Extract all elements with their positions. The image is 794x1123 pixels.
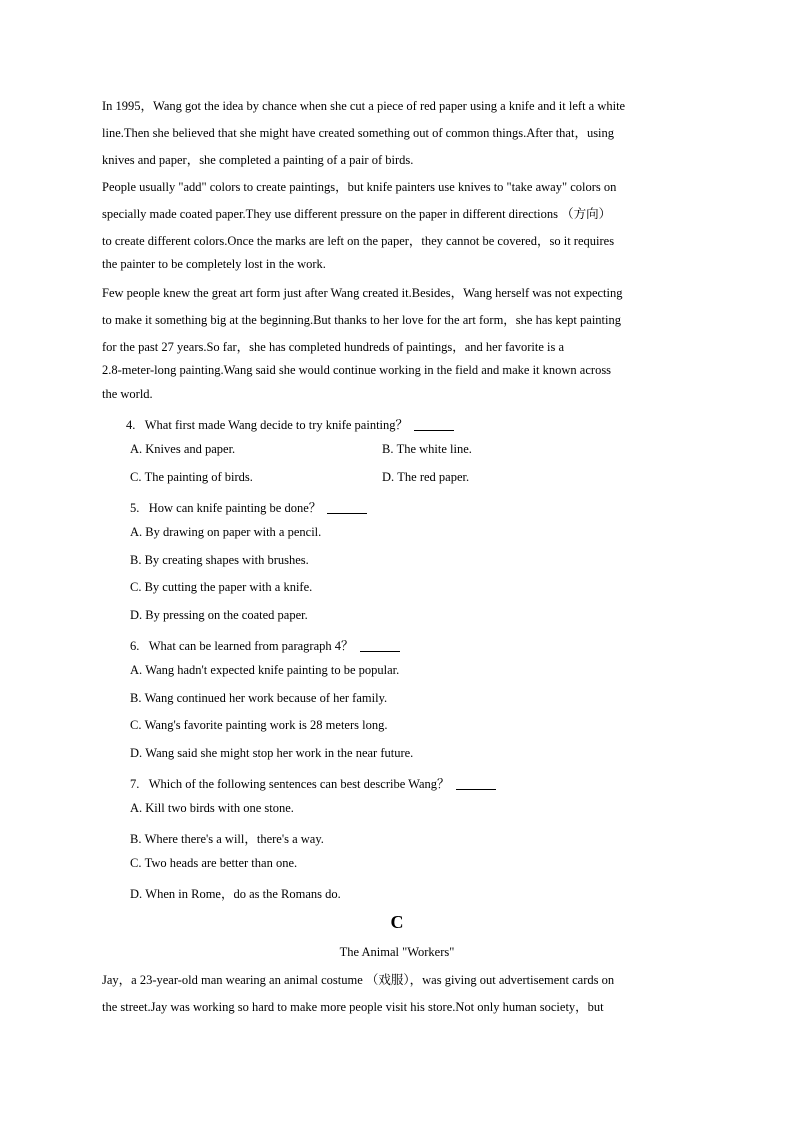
option-letter: A. bbox=[130, 663, 143, 677]
option[interactable] bbox=[130, 442, 235, 457]
question-5 bbox=[130, 498, 367, 516]
option[interactable] bbox=[130, 608, 308, 623]
option-letter: D. bbox=[382, 470, 395, 484]
option[interactable] bbox=[130, 856, 297, 871]
option[interactable] bbox=[130, 553, 309, 568]
option[interactable] bbox=[130, 884, 341, 902]
option[interactable] bbox=[130, 718, 387, 733]
option-letter: A. bbox=[130, 442, 143, 456]
option-text: When in Rome，do as the Romans do. bbox=[145, 887, 341, 901]
passage-line: the painter to be completely lost in the work. bbox=[102, 257, 326, 271]
passage-line: to make it something big at the beginning.But thanks to her love for the art form，she has kept painting bbox=[102, 313, 621, 327]
section-title: The Animal "Workers" bbox=[339, 945, 455, 959]
answer-blank[interactable] bbox=[414, 418, 454, 431]
option-letter: A. bbox=[130, 525, 143, 539]
option-letter: A. bbox=[130, 801, 143, 815]
option[interactable] bbox=[130, 525, 321, 540]
option-text: Kill two birds with one stone. bbox=[145, 801, 294, 815]
option-letter: B. bbox=[130, 553, 142, 567]
option-letter: D. bbox=[130, 608, 143, 622]
option-text: By creating shapes with brushes. bbox=[144, 553, 309, 567]
option-letter: D. bbox=[130, 887, 143, 901]
option-text: Wang said she might stop her work in the near future. bbox=[145, 746, 414, 760]
option[interactable] bbox=[130, 801, 294, 816]
answer-blank[interactable] bbox=[327, 501, 367, 514]
option-letter: C. bbox=[130, 718, 142, 732]
option-letter: C. bbox=[130, 856, 142, 870]
passage-line: Jay，a 23-year-old man wearing an animal costume （戏服），was giving out advertisement cards on bbox=[102, 973, 615, 987]
passage-line: People usually "add" colors to create paintings，but knife painters use knives to "take away" colors on bbox=[102, 180, 617, 194]
option-text: By pressing on the coated paper. bbox=[145, 608, 308, 622]
passage-line: Few people knew the great art form just after Wang created it.Besides，Wang herself was not expecting bbox=[102, 286, 623, 300]
passage-line: line.Then she believed that she might have created something out of common things.After that，using bbox=[102, 126, 615, 140]
answer-blank[interactable] bbox=[360, 639, 400, 652]
question-number: 4. bbox=[126, 418, 136, 432]
question-text: How can knife painting be done？ bbox=[148, 501, 322, 515]
option[interactable] bbox=[130, 691, 387, 706]
option-text: Wang continued her work because of her family. bbox=[144, 691, 388, 705]
passage-line: knives and paper，she completed a painting of a pair of birds. bbox=[102, 153, 414, 167]
section-letter: C bbox=[390, 912, 404, 932]
option[interactable] bbox=[130, 470, 253, 485]
option-letter: B. bbox=[382, 442, 394, 456]
question-number: 7. bbox=[130, 777, 140, 791]
option-text: Wang's favorite painting work is 28 meters long. bbox=[144, 718, 388, 732]
option-letter: C. bbox=[130, 470, 142, 484]
option-text: The red paper. bbox=[397, 470, 470, 484]
option-letter: B. bbox=[130, 691, 142, 705]
option-text: By drawing on paper with a pencil. bbox=[145, 525, 322, 539]
answer-blank[interactable] bbox=[456, 777, 496, 790]
question-6 bbox=[130, 636, 400, 654]
passage-line: 2.8-meter-long painting.Wang said she would continue working in the field and make it known across bbox=[102, 363, 612, 377]
option[interactable] bbox=[130, 829, 324, 847]
option-text: The white line. bbox=[396, 442, 472, 456]
passage-line: for the past 27 years.So far，she has completed hundreds of paintings，and her favorite is a bbox=[102, 340, 565, 354]
question-text: What first made Wang decide to try knife painting？ bbox=[144, 418, 409, 432]
question-number: 6. bbox=[130, 639, 140, 653]
option-text: Wang hadn't expected knife painting to be popular. bbox=[145, 663, 400, 677]
question-7 bbox=[130, 774, 496, 792]
option[interactable] bbox=[130, 663, 399, 678]
passage-line: to create different colors.Once the marks are left on the paper，they cannot be covered，so it requires bbox=[102, 234, 615, 248]
option[interactable] bbox=[382, 442, 472, 457]
passage-line: the street.Jay was working so hard to make more people visit his store.Not only human society，but bbox=[102, 1000, 604, 1014]
option-letter: D. bbox=[130, 746, 143, 760]
passage-line: the world. bbox=[102, 387, 153, 401]
option[interactable] bbox=[382, 470, 469, 485]
option-letter: C. bbox=[130, 580, 142, 594]
option-text: Where there's a will，there's a way. bbox=[144, 832, 324, 846]
question-text: What can be learned from paragraph 4？ bbox=[148, 639, 354, 653]
passage-line: In 1995，Wang got the idea by chance when she cut a piece of red paper using a knife and it left a white bbox=[102, 99, 626, 113]
passage-line: specially made coated paper.They use different pressure on the paper in different directions （方向） bbox=[102, 207, 612, 221]
option-text: Knives and paper. bbox=[145, 442, 236, 456]
option[interactable] bbox=[130, 746, 413, 761]
option-letter: B. bbox=[130, 832, 142, 846]
question-number: 5. bbox=[130, 501, 140, 515]
option-text: The painting of birds. bbox=[144, 470, 253, 484]
question-text: Which of the following sentences can best describe Wang？ bbox=[148, 777, 450, 791]
option-text: Two heads are better than one. bbox=[144, 856, 298, 870]
option-text: By cutting the paper with a knife. bbox=[144, 580, 313, 594]
question-4 bbox=[126, 415, 454, 433]
option[interactable] bbox=[130, 580, 312, 595]
